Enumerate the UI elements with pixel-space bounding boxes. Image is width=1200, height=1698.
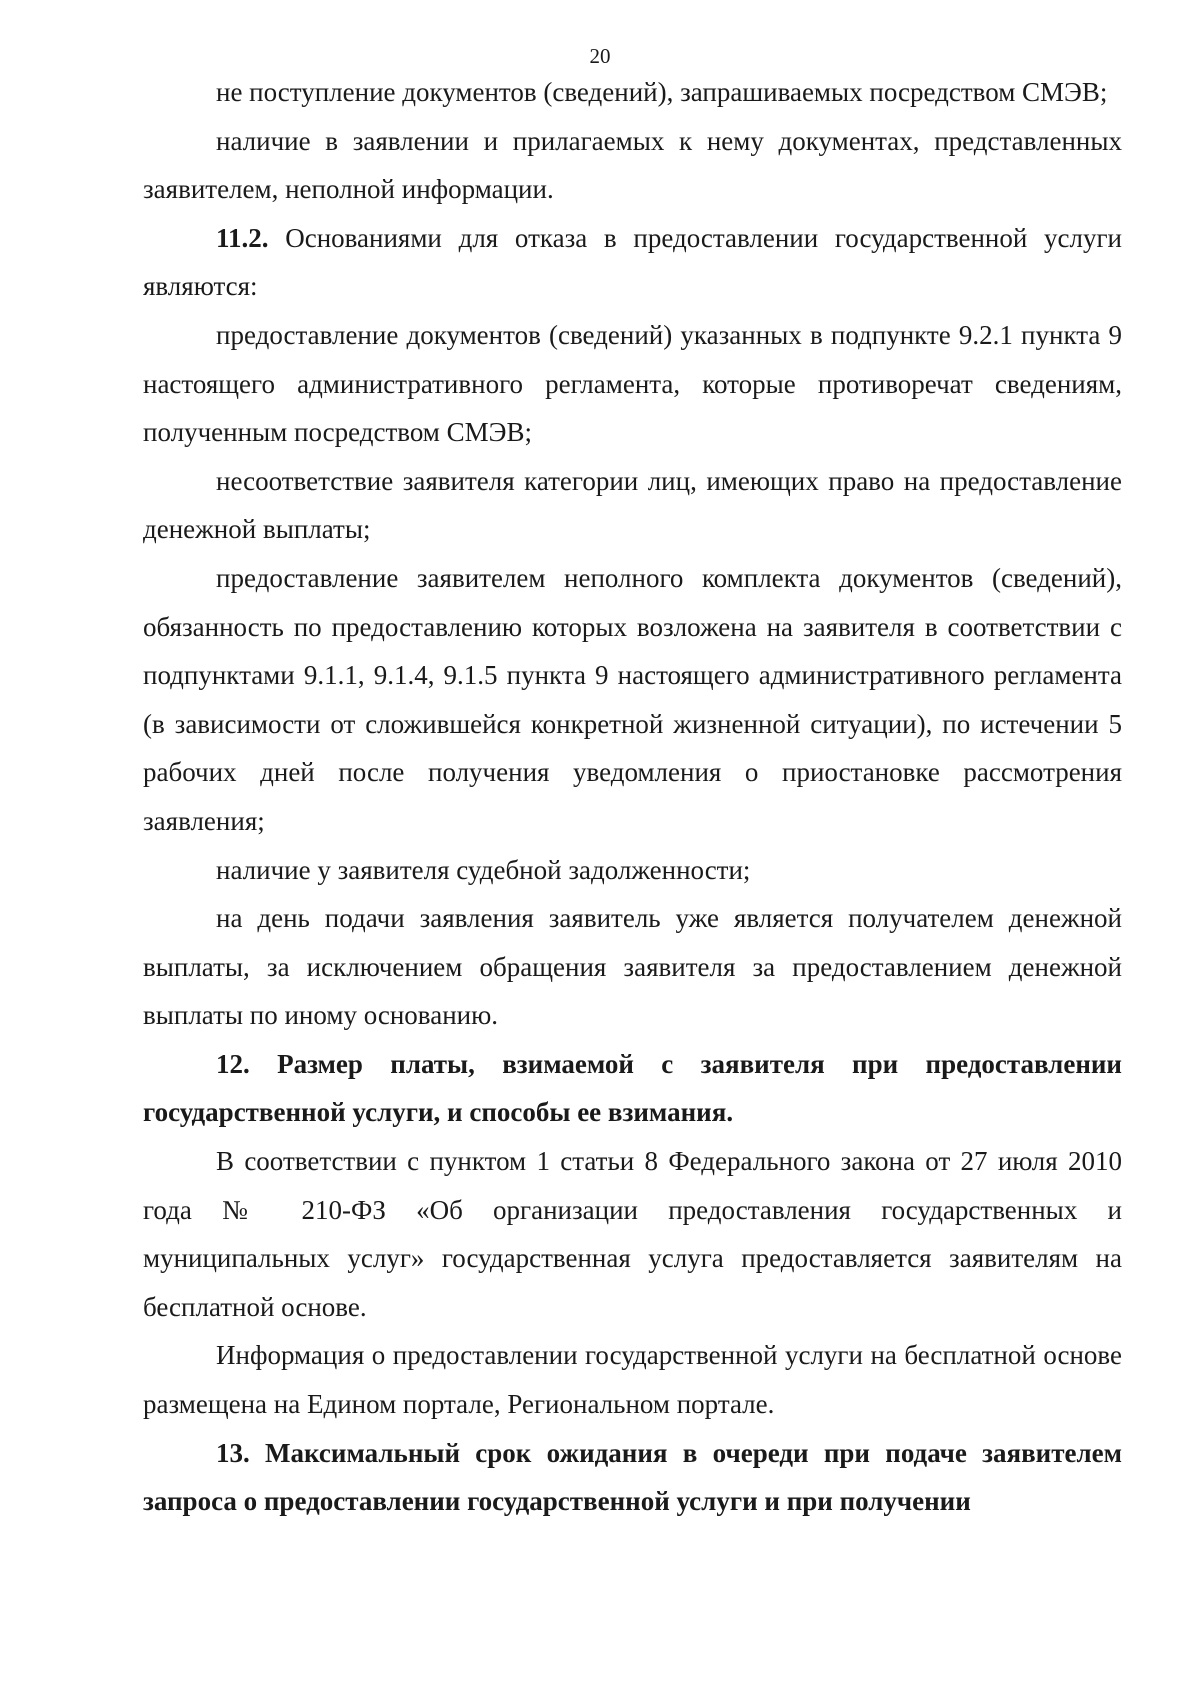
paragraph-text: Информация о предоставлении государственной услуги на бесплатной основе размещена на Едином портале, Региональном портале. bbox=[143, 1340, 1129, 1420]
paragraph-court-debt bbox=[143, 846, 1122, 895]
heading-section-13 bbox=[143, 1429, 1129, 1526]
page-number: 20 bbox=[589, 44, 611, 68]
paragraph-text: предоставление заявителем неполного комплекта документов (сведений), обязанность по предоставлению которых возложена на заявителя в соответствии с подпунктами 9.1.1, 9.1.4, 9.1.5 пункта 9 настоящего административного регламента (в зависимости от сложившейся конкретной жизненной ситуации), по истечении 5 рабочих дней после получения уведомления о приостановке рассмотрения заявления; bbox=[143, 562, 1129, 836]
paragraph-text: несоответствие заявителя категории лиц, имеющих право на предоставление денежной выплаты; bbox=[143, 465, 1129, 545]
paragraph-text: В соответствии с пунктом 1 статьи 8 Федерального закона от 27 июля 2010 года № 210-ФЗ «Об организации предоставления государственных и муниципальных услуг» государственная услуга предоставляется заявителям на бесплатной основе. bbox=[143, 1146, 1129, 1322]
paragraph-incomplete-documents bbox=[143, 554, 1129, 846]
paragraph-contradicting-documents bbox=[143, 311, 1129, 457]
paragraph-text: предоставление документов (сведений) указанных в подпункте 9.2.1 пункта 9 настоящего административного регламента, которые противоречат сведениям, полученным посредством СМЭВ; bbox=[143, 319, 1129, 448]
paragraph-text: наличие у заявителя судебной задолженности; bbox=[216, 854, 751, 885]
document-body bbox=[143, 68, 1129, 1526]
paragraph-smev-not-received bbox=[143, 68, 1122, 117]
paragraph-text: Основаниями для отказа в предоставлении государственной услуги являются: bbox=[143, 222, 1129, 302]
heading-section-12 bbox=[143, 1040, 1129, 1137]
paragraph-text: наличие в заявлении и прилагаемых к нему документах, представленных заявителем, неполной информации. bbox=[143, 125, 1129, 205]
section-number: 11.2. bbox=[216, 222, 269, 253]
paragraph-text: не поступление документов (сведений), запрашиваемых посредством СМЭВ; bbox=[216, 77, 1108, 107]
paragraph-category-mismatch bbox=[143, 457, 1129, 554]
paragraph-text: на день подачи заявления заявитель уже является получателем денежной выплаты, за исключением обращения заявителя за предоставлением денежной выплаты по иному основанию. bbox=[143, 903, 1129, 1031]
heading-text: 13. Максимальный срок ожидания в очереди при подаче заявителем запроса о предоставлении государственной услуги и при получении bbox=[143, 1437, 1129, 1517]
paragraph-section-11-2 bbox=[143, 214, 1129, 311]
paragraph-already-recipient bbox=[143, 894, 1129, 1040]
paragraph-free-of-charge bbox=[143, 1137, 1129, 1331]
heading-text: 12. Размер платы, взимаемой с заявителя при предоставлении государственной услуги, и способы ее взимания. bbox=[143, 1048, 1129, 1128]
paragraph-incomplete-info bbox=[143, 117, 1129, 214]
paragraph-portal-info bbox=[143, 1331, 1129, 1428]
